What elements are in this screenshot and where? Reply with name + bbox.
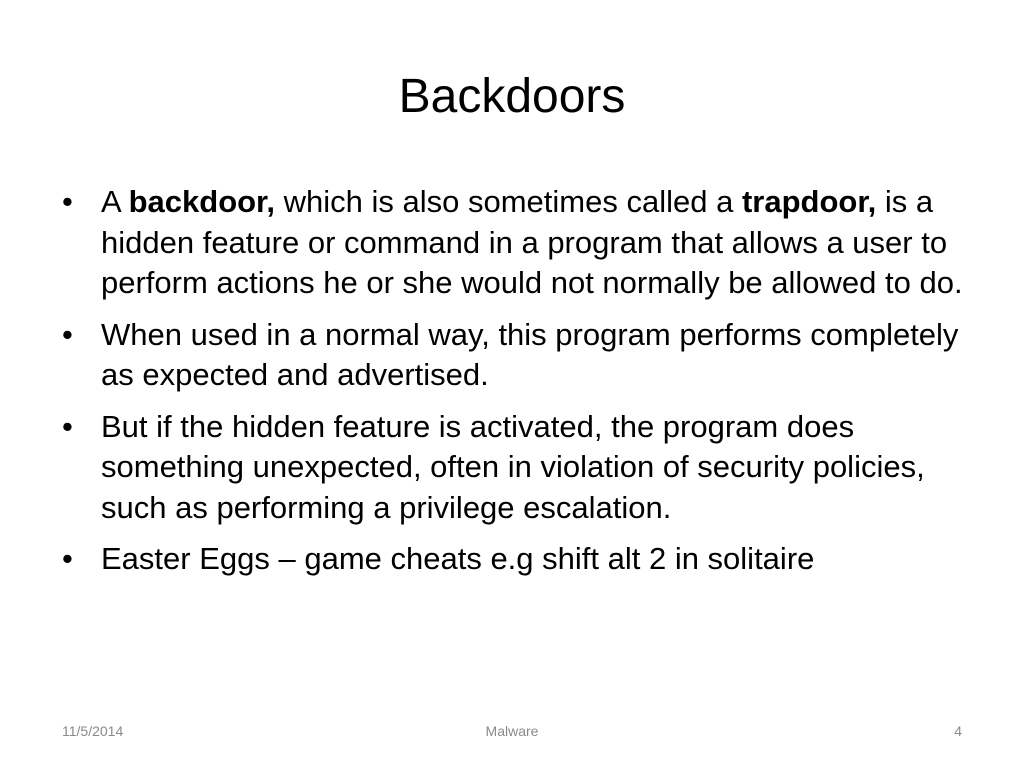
footer-page-number: 4 (954, 723, 962, 739)
bullet-item (62, 539, 992, 580)
bullet-text-part: which is also sometimes called a (275, 184, 742, 219)
bullet-text: But if the hidden feature is activated, the program does something unexpected, often in violation of security policies, such as performing a privilege escalation. (101, 408, 925, 525)
bullet-text-part: is a hidden feature or command in a program that allows a user to perform actions he or she would not normally be allowed to do. (101, 184, 963, 300)
bullet-list (62, 182, 992, 591)
bullet-marker: • (62, 408, 73, 444)
bullet-marker: • (62, 316, 73, 352)
bullet-text: Easter Eggs – game cheats e.g shift alt 2 in solitaire (101, 541, 815, 576)
footer-title: Malware (485, 723, 539, 739)
bullet-bold-term: trapdoor, (741, 184, 877, 219)
bullet-text-part: A (101, 184, 129, 219)
bullet-bold-term: backdoor, (128, 184, 276, 219)
bullet-item (62, 407, 992, 529)
bullet-marker: • (62, 184, 73, 219)
bullet-item (62, 315, 992, 396)
bullet-text: When used in a normal way, this program performs completely as expected and advertised. (101, 316, 959, 392)
bullet-item (62, 182, 992, 304)
bullet-marker: • (62, 541, 73, 576)
footer-date: 11/5/2014 (62, 723, 124, 739)
slide-title: Backdoors (398, 70, 626, 123)
